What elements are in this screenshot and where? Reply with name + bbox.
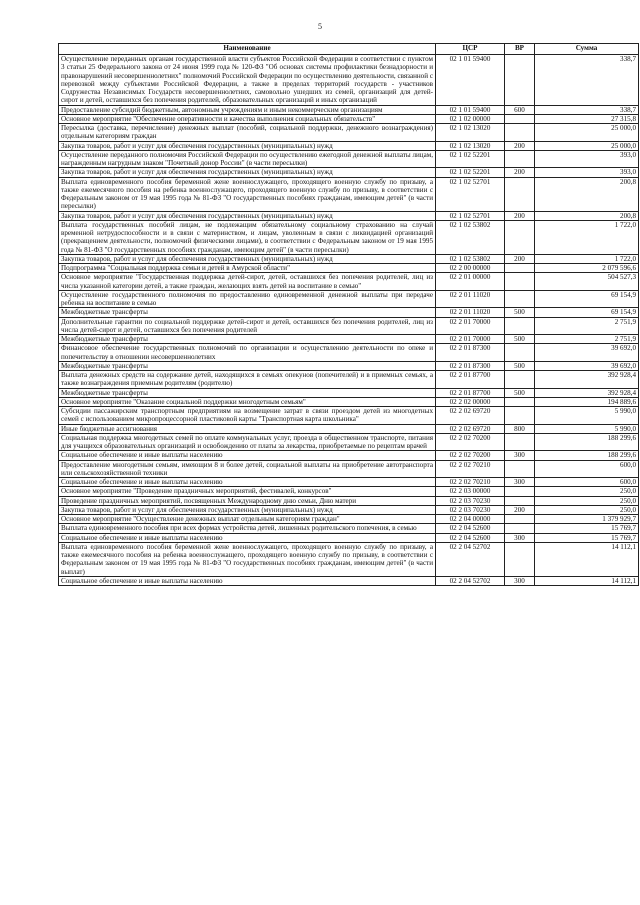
table-row (59, 211, 639, 220)
table-row (59, 407, 639, 425)
cell-sum: 25 000,0 (535, 124, 639, 142)
page-number: 5 (318, 22, 322, 31)
table-row (59, 150, 639, 168)
table-row (59, 335, 639, 344)
cell-sum: 188 299,6 (535, 451, 639, 460)
cell-csr: 02 2 02 70200 (436, 433, 505, 451)
cell-sum: 250,0 (535, 496, 639, 505)
cell-name: Межбюджетные трансферты (59, 335, 436, 344)
cell-name: Социальное обеспечение и иные выплаты населению (59, 576, 436, 585)
table-row (59, 177, 639, 211)
cell-vr: 200 (505, 211, 535, 220)
cell-csr: 02 2 04 52600 (436, 524, 505, 533)
cell-csr: 02 2 01 00000 (436, 273, 505, 291)
cell-sum: 393,0 (535, 168, 639, 177)
table-row (59, 478, 639, 487)
table-row (59, 141, 639, 150)
cell-name: Основное мероприятие "Проведение праздничных мероприятий, фестивалей, конкурсов" (59, 487, 436, 496)
cell-sum: 14 112,1 (535, 542, 639, 576)
table-row (59, 433, 639, 451)
table-row (59, 533, 639, 542)
cell-name: Закупка товаров, работ и услуг для обеспечения государственных (муниципальных) нужд (59, 211, 436, 220)
cell-vr: 300 (505, 576, 535, 585)
cell-vr: 500 (505, 361, 535, 370)
cell-name: Выплата государственных пособий лицам, не подлежащим обязательному социальному страхованию на случай временной нетрудоспособности и в связи с материнством, и лицам, уволенным в связи с ликвидацией организаций (прекращением деятельности, полномочий физическими лицами), в соответствии с Федеральным законом от 19 мая 1995 года № 81-ФЗ "О государственных пособиях гражданам, имеющим детей" (в части пересылки) (59, 220, 436, 254)
cell-csr: 02 2 01 11020 (436, 308, 505, 317)
cell-sum: 392 928,4 (535, 388, 639, 397)
cell-csr: 02 2 01 11020 (436, 290, 505, 308)
cell-name: Закупка товаров, работ и услуг для обеспечения государственных (муниципальных) нужд (59, 168, 436, 177)
cell-name: Социальная поддержка многодетных семей по оплате коммунальных услуг, проезда в общественном транспорте, питания для учащихся образовательных организаций и освобождению от платы за лекарства, приобретаемые по рецептам врачей (59, 433, 436, 451)
cell-csr: 02 2 00 00000 (436, 264, 505, 273)
cell-sum: 39 692,0 (535, 344, 639, 362)
cell-csr: 02 1 02 52701 (436, 211, 505, 220)
cell-name: Основное мероприятие "Осуществление денежных выплат отдельным категориям граждан" (59, 515, 436, 524)
table-row (59, 317, 639, 335)
cell-sum: 15 769,7 (535, 524, 639, 533)
cell-name: Основное мероприятие "Обеспечение оперативности и качества выполнения социальных обязательств" (59, 114, 436, 123)
cell-sum: 69 154,9 (535, 290, 639, 308)
cell-vr (505, 290, 535, 308)
cell-vr (505, 433, 535, 451)
cell-vr (505, 317, 535, 335)
cell-sum: 200,8 (535, 211, 639, 220)
table-row (59, 308, 639, 317)
cell-name: Межбюджетные трансферты (59, 388, 436, 397)
cell-sum: 2 751,9 (535, 335, 639, 344)
cell-vr: 500 (505, 335, 535, 344)
cell-vr (505, 124, 535, 142)
cell-name: Дополнительные гарантии по социальной поддержке детей-сирот и детей, оставшихся без попечения родителей, лиц из числа детей-сирот и детей, оставшихся без попечения родителей (59, 317, 436, 335)
cell-sum: 188 299,6 (535, 433, 639, 451)
table-row (59, 55, 639, 106)
cell-name: Субсидии пассажирским транспортным предприятиям на возмещение затрат в связи проездом детей из многодетных семей с использованием микропроцессорной пластиковой карты "Транспортная карта школьника" (59, 407, 436, 425)
cell-csr: 02 2 01 87300 (436, 361, 505, 370)
cell-name: Предоставление многодетным семьям, имеющим 8 и более детей, социальной выплаты на приобретение автотранспорта или сельскохозяйственной техники (59, 460, 436, 478)
cell-csr: 02 2 02 70210 (436, 460, 505, 478)
table-row (59, 451, 639, 460)
cell-sum: 39 692,0 (535, 361, 639, 370)
cell-name: Проведение праздничных мероприятий, посвященных Международному дню семьи, Дню матери (59, 496, 436, 505)
cell-csr: 02 1 02 52201 (436, 168, 505, 177)
cell-csr: 02 1 01 59400 (436, 55, 505, 106)
header-name: Наименование (59, 44, 436, 55)
table-row (59, 576, 639, 585)
cell-csr: 02 2 02 70200 (436, 451, 505, 460)
cell-vr (505, 407, 535, 425)
cell-csr: 02 2 02 69720 (436, 424, 505, 433)
cell-csr: 02 1 02 52201 (436, 150, 505, 168)
cell-name: Социальное обеспечение и иные выплаты населению (59, 533, 436, 542)
cell-csr: 02 1 02 53802 (436, 254, 505, 263)
cell-csr: 02 1 02 52701 (436, 177, 505, 211)
table-row (59, 220, 639, 254)
table-row (59, 524, 639, 533)
table-row (59, 505, 639, 514)
cell-sum: 5 990,0 (535, 424, 639, 433)
cell-sum: 25 000,0 (535, 141, 639, 150)
cell-sum: 338,7 (535, 105, 639, 114)
cell-csr: 02 2 04 52702 (436, 542, 505, 576)
cell-vr: 300 (505, 478, 535, 487)
cell-vr: 800 (505, 424, 535, 433)
table-row (59, 542, 639, 576)
cell-csr: 02 1 02 13020 (436, 124, 505, 142)
table-row (59, 168, 639, 177)
cell-vr: 200 (505, 141, 535, 150)
cell-sum: 2 751,9 (535, 317, 639, 335)
cell-sum: 393,0 (535, 150, 639, 168)
cell-csr: 02 2 01 87300 (436, 344, 505, 362)
cell-name: Иные бюджетные ассигнования (59, 424, 436, 433)
cell-name: Закупка товаров, работ и услуг для обеспечения государственных (муниципальных) нужд (59, 505, 436, 514)
header-csr: ЦСР (436, 44, 505, 55)
cell-sum: 2 079 596,6 (535, 264, 639, 273)
header-sum: Сумма (535, 44, 639, 55)
budget-table (58, 43, 639, 586)
cell-sum: 1 722,0 (535, 254, 639, 263)
table-row (59, 460, 639, 478)
table-row (59, 105, 639, 114)
cell-sum: 338,7 (535, 55, 639, 106)
table-row (59, 397, 639, 406)
cell-csr: 02 1 02 53802 (436, 220, 505, 254)
cell-name: Выплата единовременного пособия беременной жене военнослужащего, проходящего военную службу по призыву, а также ежемесячного пособия на ребенка военнослужащего, проходящего военную службу по призыву, в соответствии с Федеральным законом от 19 мая 1995 года № 81-ФЗ "О государственных пособиях гражданам, имеющим детей" (в части выплат) (59, 542, 436, 576)
table-row (59, 273, 639, 291)
cell-name: Основное мероприятие "Оказание социальной поддержки многодетным семьям" (59, 397, 436, 406)
cell-vr (505, 220, 535, 254)
cell-csr: 02 2 01 70000 (436, 317, 505, 335)
cell-vr (505, 114, 535, 123)
table-row (59, 344, 639, 362)
table-row (59, 515, 639, 524)
cell-csr: 02 2 03 70230 (436, 496, 505, 505)
cell-name: Выплата денежных средств на содержание детей, находящихся в семьях опекунов (попечителей) и в приемных семьях, а также вознаграждения приемным родителям (родителю) (59, 371, 436, 389)
cell-name: Осуществление переданных органам государственной власти субъектов Российской Федерации в соответствии с пунктом 3 статьи 25 Федерального закона от 24 июня 1999 года № 120-ФЗ "Об основах системы профилактики безнадзорности и правонарушений несовершеннолетних" полномочий Российской Федерации по осуществлению деятельности, связанной с перевозкой между субъектами Российской Федерации, а также в пределах территорий государств - участников Содружества Независимых Государств несовершеннолетних, самовольно ушедших из семей, организаций для детей-сирот и детей, оставшихся без попечения родителей, образовательных организаций и иных организаций (59, 55, 436, 106)
cell-name: Выплата единовременного пособия беременной жене военнослужащего, проходящего военную службу по призыву, а также ежемесячного пособия на ребенка военнослужащего, проходящего военную службу по призыву, в соответствии с Федеральным законом от 19 мая 1995 года № 81-ФЗ "О государственных пособиях гражданам, имеющим детей" (в части пересылки) (59, 177, 436, 211)
cell-csr: 02 2 02 69720 (436, 407, 505, 425)
table-body (59, 55, 639, 586)
cell-sum: 1 722,0 (535, 220, 639, 254)
cell-sum: 200,8 (535, 177, 639, 211)
cell-name: Осуществление переданного полномочия Российской Федерации по осуществлению ежегодной денежной выплаты лицам, награжденным нагрудным знаком "Почетный донор России" (в части пересылки) (59, 150, 436, 168)
cell-vr (505, 487, 535, 496)
cell-csr: 02 1 01 59400 (436, 105, 505, 114)
cell-csr: 02 2 04 00000 (436, 515, 505, 524)
cell-name: Финансовое обеспечение государственных полномочий по организации и осуществлению деятельности по опеке и попечительству в отношении несовершеннолетних (59, 344, 436, 362)
cell-sum: 69 154,9 (535, 308, 639, 317)
header-row (59, 44, 639, 55)
cell-vr (505, 177, 535, 211)
cell-csr: 02 2 01 87700 (436, 371, 505, 389)
cell-vr: 200 (505, 254, 535, 263)
table-row (59, 254, 639, 263)
cell-vr (505, 344, 535, 362)
cell-vr (505, 542, 535, 576)
cell-csr: 02 1 02 00000 (436, 114, 505, 123)
cell-sum: 194 889,6 (535, 397, 639, 406)
cell-name: Закупка товаров, работ и услуг для обеспечения государственных (муниципальных) нужд (59, 141, 436, 150)
cell-vr (505, 273, 535, 291)
cell-vr: 500 (505, 308, 535, 317)
cell-sum: 600,0 (535, 478, 639, 487)
cell-sum: 392 928,4 (535, 371, 639, 389)
cell-vr (505, 460, 535, 478)
table-row (59, 124, 639, 142)
cell-sum: 1 379 929,7 (535, 515, 639, 524)
cell-vr (505, 515, 535, 524)
cell-vr: 300 (505, 451, 535, 460)
cell-csr: 02 2 04 52702 (436, 576, 505, 585)
cell-name: Выплата единовременного пособия при всех формах устройства детей, лишенных родительского попечения, в семью (59, 524, 436, 533)
cell-sum: 5 990,0 (535, 407, 639, 425)
cell-sum: 250,0 (535, 505, 639, 514)
cell-csr: 02 2 01 70000 (436, 335, 505, 344)
cell-vr (505, 524, 535, 533)
cell-csr: 02 2 01 87700 (436, 388, 505, 397)
table-row (59, 424, 639, 433)
table-row (59, 264, 639, 273)
table-row (59, 371, 639, 389)
cell-sum: 14 112,1 (535, 576, 639, 585)
cell-csr: 02 2 02 70210 (436, 478, 505, 487)
table-header (59, 44, 639, 55)
cell-name: Закупка товаров, работ и услуг для обеспечения государственных (муниципальных) нужд (59, 254, 436, 263)
header-vr: ВР (505, 44, 535, 55)
cell-vr (505, 55, 535, 106)
cell-csr: 02 2 04 52600 (436, 533, 505, 542)
table-row (59, 496, 639, 505)
table-row (59, 361, 639, 370)
table-row (59, 487, 639, 496)
cell-name: Предоставление субсидий бюджетным, автономным учреждениям и иным некоммерческим организациям (59, 105, 436, 114)
cell-vr: 300 (505, 533, 535, 542)
cell-name: Подпрограмма "Социальная поддержка семьи и детей в Амурской области" (59, 264, 436, 273)
table-row (59, 388, 639, 397)
cell-sum: 27 315,8 (535, 114, 639, 123)
table-row (59, 114, 639, 123)
cell-name: Межбюджетные трансферты (59, 361, 436, 370)
cell-sum: 250,0 (535, 487, 639, 496)
cell-csr: 02 1 02 13020 (436, 141, 505, 150)
table-row (59, 290, 639, 308)
cell-name: Межбюджетные трансферты (59, 308, 436, 317)
cell-csr: 02 2 03 70230 (436, 505, 505, 514)
cell-vr: 500 (505, 388, 535, 397)
cell-vr (505, 150, 535, 168)
cell-vr: 600 (505, 105, 535, 114)
cell-vr (505, 496, 535, 505)
cell-name: Основное мероприятие "Государственная поддержка детей-сирот, детей, оставшихся без попечения родителей, лиц из числа указанной категории детей, а также граждан, желающих взять детей на воспитание в семью" (59, 273, 436, 291)
cell-vr (505, 397, 535, 406)
cell-vr (505, 264, 535, 273)
cell-vr (505, 371, 535, 389)
cell-vr: 200 (505, 168, 535, 177)
cell-name: Осуществление государственного полномочия по предоставлению единовременной денежной выплаты при передаче ребенка на воспитание в семью (59, 290, 436, 308)
cell-name: Социальное обеспечение и иные выплаты населению (59, 451, 436, 460)
cell-csr: 02 2 02 00000 (436, 397, 505, 406)
cell-csr: 02 2 03 00000 (436, 487, 505, 496)
cell-name: Пересылка (доставка, перечисление) денежных выплат (пособий, социальной поддержки, денежного вознаграждения) отдельным категориям граждан (59, 124, 436, 142)
cell-vr: 200 (505, 505, 535, 514)
cell-sum: 600,0 (535, 460, 639, 478)
cell-name: Социальное обеспечение и иные выплаты населению (59, 478, 436, 487)
cell-sum: 15 769,7 (535, 533, 639, 542)
cell-sum: 504 527,3 (535, 273, 639, 291)
